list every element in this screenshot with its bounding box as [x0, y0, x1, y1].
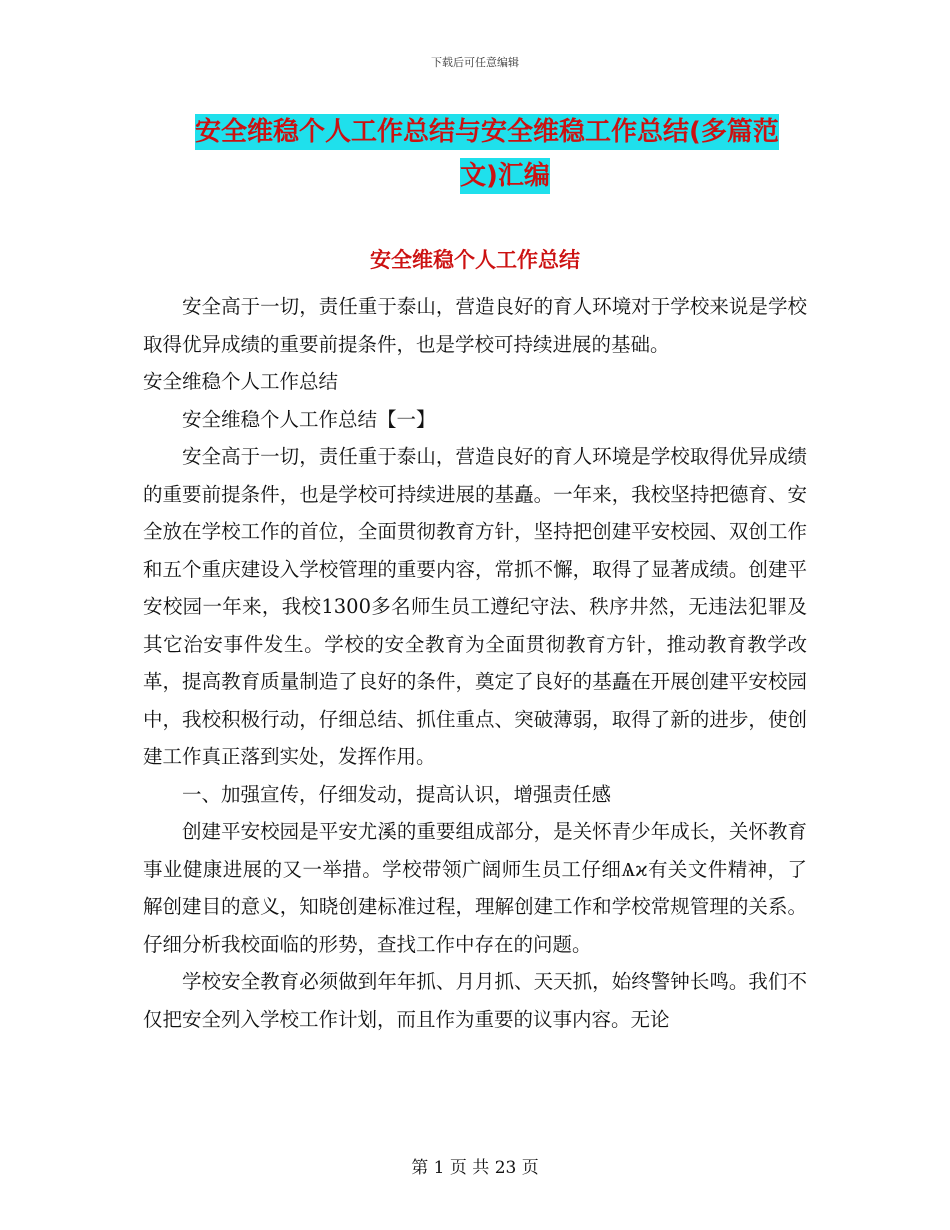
paragraph-intro: 安全高于一切，责任重于泰山，营造良好的育人环境对于学校来说是学校取得优异成绩的重要前提条件，也是学校可持续进展的基础。 — [143, 295, 807, 356]
header-note: 下载后可任意编辑 — [431, 56, 519, 69]
title-line-1: 安全维稳个人工作总结与安全维稳工作总结(多篇范 — [195, 114, 779, 150]
document-title — [195, 110, 815, 198]
title-line-2: 文)汇编 — [460, 158, 550, 194]
paragraph-section-heading: 一、加强宣传，仔细发动，提高认识，增强责任感 — [182, 782, 612, 806]
section-title: 安全维稳个人工作总结 — [370, 248, 580, 272]
document-body — [143, 288, 807, 1038]
paragraph-body-2: 创建平安校园是平安尤溪的重要组成部分，是关怀青少年成长，关怀教育事业健康进展的又一举措。学校带领广阔师生员工仔细Ѧϰ有关文件精神，了解创建目的意义，知晓创建标准过程，理解创建工作和学校常规管理的关系。仔细分析我校面临的形势，查找工作中存在的问题。 — [143, 820, 807, 956]
page-footer: 第 1 页 共 23 页 — [411, 1158, 539, 1178]
paragraph-subtitle: 安全维稳个人工作总结 — [143, 370, 339, 393]
paragraph-body-1: 安全高于一切，责任重于泰山，营造良好的育人环境是学校取得优异成绩的重要前提条件，也是学校可持续进展的基矗。一年来，我校坚持把德育、安全放在学校工作的首位，全面贯彻教育方针，坚持把创建平安校园、双创工作和五个重庆建设入学校管理的重要内容，常抓不懈，取得了显著成绩。创建平安校园一年来，我校1300多名师生员工遵纪守法、秩序井然，无违法犯罪及其它治安事件发生。学校的安全教育为全面贯彻教育方针，推动教育教学改革，提高教育质量制造了良好的条件，奠定了良好的基矗在开展创建平安校园中，我校积极行动，仔细总结、抓住重点、突破薄弱，取得了新的进步，使创建工作真正落到实处，发挥作用。 — [143, 445, 807, 768]
paragraph-body-3: 学校安全教育必须做到年年抓、月月抓、天天抓，始终警钟长鸣。我们不仅把安全列入学校工作计划，而且作为重要的议事内容。无论 — [143, 970, 807, 1031]
paragraph-heading-one: 安全维稳个人工作总结【一】 — [182, 407, 436, 431]
